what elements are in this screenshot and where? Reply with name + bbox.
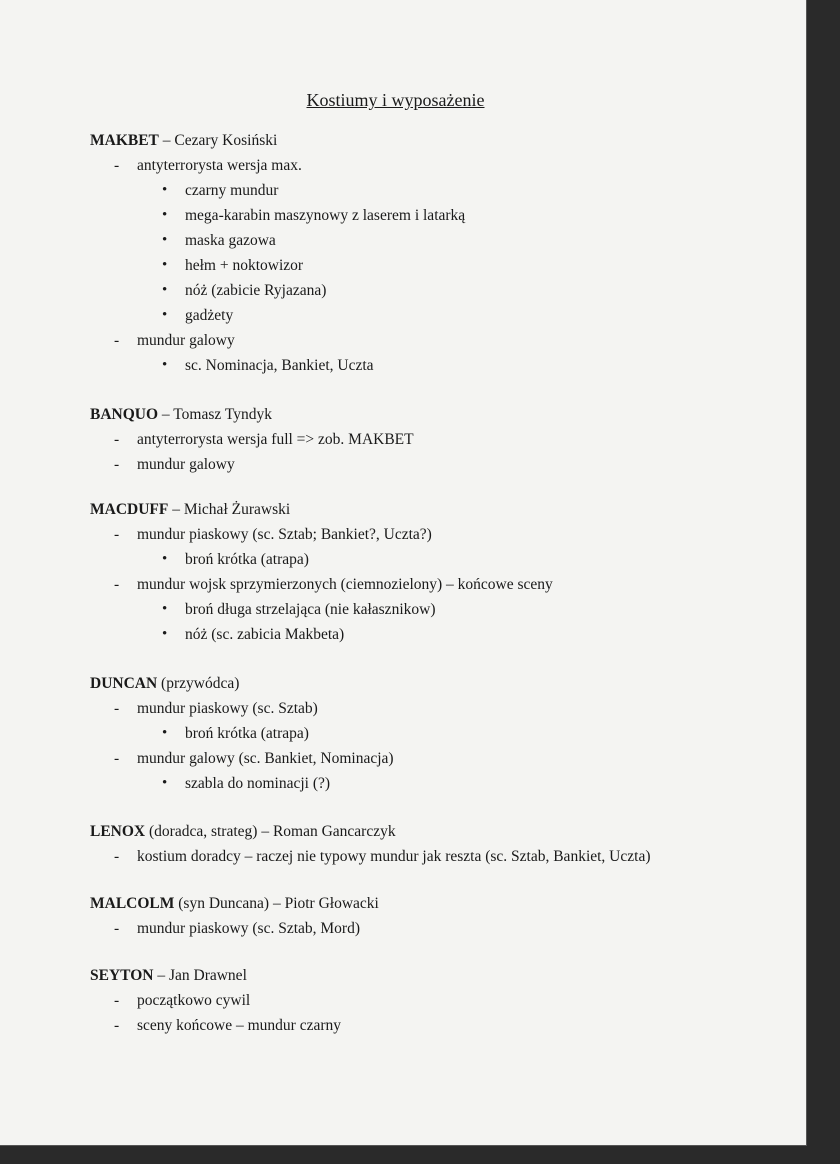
bullet-marker: • bbox=[162, 357, 168, 373]
dash-marker: - bbox=[114, 157, 120, 174]
list-item: • maska gazowa bbox=[90, 228, 790, 253]
list-item: - mundur piaskowy (sc. Sztab, Mord) bbox=[90, 916, 790, 941]
section-heading: MACDUFF – Michał Żurawski bbox=[90, 501, 291, 518]
list-item: - mundur galowy bbox=[90, 328, 790, 353]
section-malcolm bbox=[90, 891, 790, 941]
list-item: - antyterrorysta wersja full => zob. MAKBET bbox=[90, 427, 790, 452]
dash-marker: - bbox=[114, 750, 120, 767]
section-heading: MAKBET – Cezary Kosiński bbox=[90, 132, 278, 149]
bullet-marker: • bbox=[162, 257, 168, 273]
bullet-marker: • bbox=[162, 307, 168, 323]
bullet-marker: • bbox=[162, 282, 168, 298]
dash-marker: - bbox=[114, 992, 120, 1009]
bullet-marker: • bbox=[162, 551, 168, 567]
bullet-marker: • bbox=[162, 626, 168, 642]
section-heading: DUNCAN (przywódca) bbox=[90, 675, 240, 692]
section-lenox bbox=[90, 819, 790, 869]
dash-marker: - bbox=[114, 332, 120, 349]
list-item: • nóż (zabicie Ryjazana) bbox=[90, 278, 790, 303]
list-item: • gadżety bbox=[90, 303, 790, 328]
dash-marker: - bbox=[114, 920, 120, 937]
list-item: - początkowo cywil bbox=[90, 988, 790, 1013]
section-banquo bbox=[90, 402, 790, 477]
bullet-marker: • bbox=[162, 725, 168, 741]
dash-marker: - bbox=[114, 456, 120, 473]
list-item: • hełm + noktowizor bbox=[90, 253, 790, 278]
dash-marker: - bbox=[114, 526, 120, 543]
list-item: - mundur galowy (sc. Bankiet, Nominacja) bbox=[90, 746, 790, 771]
section-heading: BANQUO – Tomasz Tyndyk bbox=[90, 406, 272, 423]
section-macduff bbox=[90, 497, 790, 647]
list-item: • sc. Nominacja, Bankiet, Uczta bbox=[90, 353, 790, 378]
list-item: - kostium doradcy – raczej nie typowy mundur jak reszta (sc. Sztab, Bankiet, Uczta) bbox=[90, 844, 790, 869]
section-duncan bbox=[90, 671, 790, 796]
section-heading: LENOX (doradca, strateg) – Roman Gancarczyk bbox=[90, 823, 396, 840]
page-title: Kostiumy i wyposażenie bbox=[306, 90, 485, 110]
list-item: • broń krótka (atrapa) bbox=[90, 547, 790, 572]
section-heading: SEYTON – Jan Drawnel bbox=[90, 967, 247, 984]
list-item: • mega-karabin maszynowy z laserem i latarką bbox=[90, 203, 790, 228]
section-heading: MALCOLM (syn Duncana) – Piotr Głowacki bbox=[90, 895, 379, 912]
list-item: • broń krótka (atrapa) bbox=[90, 721, 790, 746]
dash-marker: - bbox=[114, 576, 120, 593]
bullet-marker: • bbox=[162, 182, 168, 198]
dash-marker: - bbox=[114, 700, 120, 717]
list-item: • szabla do nominacji (?) bbox=[90, 771, 790, 796]
list-item: - mundur piaskowy (sc. Sztab; Bankiet?, Uczta?) bbox=[90, 522, 790, 547]
list-item: • czarny mundur bbox=[90, 178, 790, 203]
section-seyton bbox=[90, 963, 790, 1038]
list-item: • nóż (sc. zabicia Makbeta) bbox=[90, 622, 790, 647]
dash-marker: - bbox=[114, 1017, 120, 1034]
bullet-marker: • bbox=[162, 207, 168, 223]
list-item: - mundur wojsk sprzymierzonych (ciemnozielony) – końcowe sceny bbox=[90, 572, 790, 597]
list-item: - mundur piaskowy (sc. Sztab) bbox=[90, 696, 790, 721]
dash-marker: - bbox=[114, 848, 120, 865]
section-makbet bbox=[90, 128, 790, 378]
list-item: - mundur galowy bbox=[90, 452, 790, 477]
bullet-marker: • bbox=[162, 775, 168, 791]
dash-marker: - bbox=[114, 431, 120, 448]
list-item: - antyterrorysta wersja max. bbox=[90, 153, 790, 178]
list-item: - sceny końcowe – mundur czarny bbox=[90, 1013, 790, 1038]
bullet-marker: • bbox=[162, 601, 168, 617]
bullet-marker: • bbox=[162, 232, 168, 248]
list-item: • broń długa strzelająca (nie kałasznikow) bbox=[90, 597, 790, 622]
